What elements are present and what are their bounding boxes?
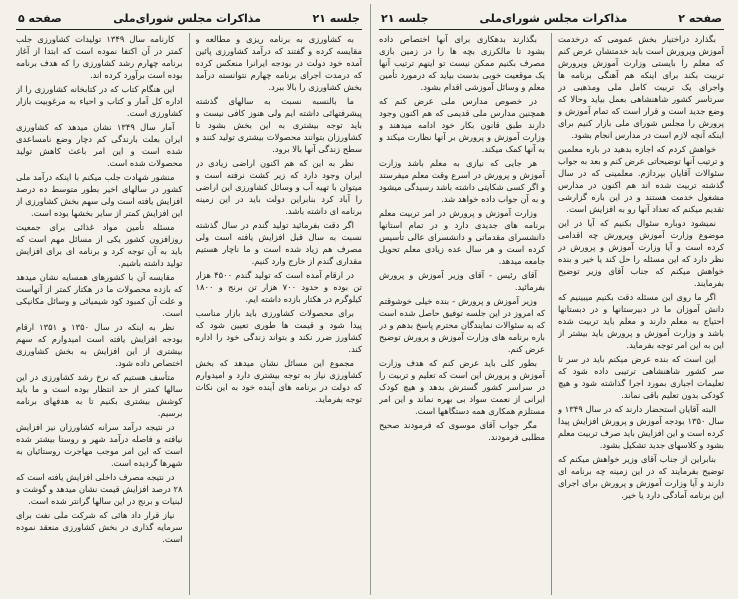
page-right [370,4,732,595]
paragraph: به کشاورزی به برنامه ریزی و مطالعه و مقایسه کرده و گفتند که درآمد کشاورزی پائین آمده خود دولت در بودجه ایرانرا منعکس کرده که درمدت اجرای برنامه چهارم نتوانسته درآمد بخش کشاورزی را بالا ببرد. [195,34,362,92]
paragraph: نمیشود دوباره سئوال بکنیم که آیا در این موضوع وزارت آموزش وپرورش چه اقدامی کرده است و آیا وزارت آموزش و پرورش در نظر دارد که این مسئله را حل کند یا خیر و بنده خواهش میکنم که جناب آقای وزیر توضیح بفرمایند. [558,218,724,288]
paragraph: برای محصولات کشاورزی باید بازار مناسب پیدا شود و قیمت ها طوری تعیین شود که کشاورز ضرر نکند و بتواند زندگی خود را اداره کند. [195,308,362,354]
paragraph: مسئله تأمین مواد غذائی برای جمعیت روزافزون کشور یکی از مسائل مهم است که باید به آن توجه کرد و برنامه ای برای افزایش تولید داشته باشیم. [16,222,183,268]
page-number: صفحه ۲ [678,11,722,25]
publication-title: مذاکرات مجلس شورای‌ملی [113,11,261,25]
paragraph: بنابراین از جناب آقای وزیر خواهش میکنم که توضیح بفرمایند که در این زمینه چه برنامه ای دارند و آیا وزارت آموزش و پرورش برای اجرای این برنامه آمادگی دارد یا خیر. [558,454,724,500]
paragraph: اگر دقت بفرمائید تولید گندم در سال گذشته نسبت به سال قبل افزایش یافته است ولی مصرف هم زیاد شده است و ما ناچار هستیم مقداری گندم از خارج وارد کنیم. [195,220,362,266]
paragraph: آمار سال ۱۳۴۹ نشان میدهد که کشاورزی ایران بعلت بارندگی کم دچار وضع نامساعدی شده است و این امر باعث کاهش تولید محصولات شده است. [16,122,183,168]
paragraph: مگر جواب آقای موسوی که فرمودند صحیح مطلبی فرمودند. [379,420,545,442]
text-column-left [379,33,545,595]
text-columns [379,33,724,595]
paragraph: هر جایی که نیازی به معلم باشد وزارت آموزش و پرورش در اسرع وقت معلم میفرستد و اگر کسی شکایتی داشته باشد رسیدگی میشود و به آن جواب داده خواهد شد. [379,158,545,204]
page-header [379,10,724,30]
paragraph: این هنگام کتاب که در کتابخانه کشاورزی را از اداره کل آمار و کتاب و احیاء به مرغوبیت بازار کشاورزی است. [16,84,183,118]
paragraph: در نتیجه مصرف داخلی افزایش یافته است که ۲۸ درصد افزایش قیمت نشان میدهد و گوشت و لبنیات و برنج در این سالها گرانتر شده است. [16,472,183,506]
text-column-right [558,33,724,595]
paragraph: متأسف هستیم که نرخ رشد کشاورزی در این سالها کمتر از حد انتظار بوده است و ما باید کوشش بیشتری بکنیم تا به هدفهای برنامه برسیم. [16,372,183,418]
paragraph: در نتیجه درآمد سرانه کشاورزان نیز افزایش نیافته و فاصله درآمد شهر و روستا بیشتر شده است که این امر موجب مهاجرت روستائیان به شهرها گردیده است. [16,422,183,468]
paragraph: نظر به اینکه در سال ۱۳۵۰ و ۱۳۵۱ ارقام بودجه افزایش یافته است امیدوارم که سهم بیشتری از این افزایش به بخش کشاورزی اختصاص داده شود. [16,322,183,368]
page-header [16,10,362,30]
paragraph: کارنامه سال ۱۳۴۹ تولیدات کشاورزی جلب کمتر در آن اکتفا نموده است که ابتدا از آغاز برنامه چهارم رشد کشاورزی را که هدف برنامه بوده است برآورد کرده اند. [16,34,183,80]
paragraph: نیاز قرار داد هائی که شرکت ملی نفت برای سرمایه گذاری در بخش کشاورزی منعقد نموده است. [16,510,183,544]
paragraph: بگذارد دراختیار بخش عمومی که درخدمت آموزش وپرورش است باید خدمتشان عرض کنم که معلم را بایستی وزارت آموزش وپرورش تربیت بکند برای اینکه هم آهنگی برنامه ها واجرای یک تربیت کامل ملی ومذهبی در سرتاسر کشور شاهنشاهی بعمل بیاید وحالا که وضع جدید است و قرار است که تمام آموزش و پرورش را مجلس شورای ملی بازار کنیم برای اینکه آنچه لازم است در مدارس انجام بشود. [558,34,724,140]
text-columns [16,33,362,595]
paragraph: اگر ما روی این مسئله دقت بکنیم میبینیم که دانش آموزان ما در دبیرستانها و در دبستانها احتیاج به معلم دارند و معلم باید تربیت شده باشد و وزارت آموزش و پرورش باید بیشتر از این به این امر توجه بفرماید. [558,292,724,350]
page-left [8,4,370,595]
paragraph: مقایسه آن با کشورهای همسایه نشان میدهد که بازده محصولات ما در هکتار کمتر از آنهاست و علت آن کمبود کود شیمیائی و وسائل مکانیکی است. [16,272,183,318]
session-number: جلسه ۲۱ [381,11,429,25]
paragraph: در ارقام آمده است که تولید گندم ۴۵۰۰ هزار تن بوده و حدود ۷۰۰ هزار تن برنج و ۱۸۰۰ کیلوگرم در هکتار بازده داشته ایم. [195,270,362,304]
paragraph: این است که بنده عرض میکنم باید در سر تا سر کشور شاهنشاهی ترتیبی داده شود که تعلیمات اجباری بمورد اجرا گذاشته شود و هیچ کودکی بدون تعلیم باقی نماند. [558,354,724,400]
paragraph: منشور شهادت جلب میکنم با اینکه درآمد ملی کشور در سالهای اخیر بطور متوسط ده درصد افزایش یافته است ولی سهم بخش کشاورزی از این افزایش کمتر از سایر بخشها بوده است. [16,172,183,218]
paragraph: ما بالنسبه نسبت به سالهای گذشته پیشرفتهائی داشته ایم ولی هنوز کافی نیست و باید توجه بیشتری به این بخش بشود تا کشاورزان بتوانند محصولات بیشتری تولید کنند و سطح زندگی آنها بالا برود. [195,96,362,154]
publication-title: مذاکرات مجلس شورای‌ملی [479,11,628,25]
paragraph: بگذارند بدهکاری برای آنها اختصاص داده بشود تا مالکرزی بچه ها را در زمین بازی مصرف بکنیم ممکن نیست تو اینهم ترتیب آنها یک موقعیت خوبی بدست بیاید که درمورد تأمین معلم و وسائل آموزشی اقدام بشود. [379,34,545,92]
paragraph: خواهش کردم که اجازه بدهید در باره معلمین و ترتیب آنها توضیحاتی عرض کنم و بعد به جواب سئوالات آقایان بپردازم. معلمینی که در سال گذشته تربیت شده اند هم اکنون در مدارس مشغول خدمت هستند و در این باره گزارشی تقدیم میکنم که تعداد آنها رو به افزایش است. [558,144,724,214]
text-column-left [16,33,183,595]
session-number: جلسه ۲۱ [312,11,360,25]
text-column-right [196,33,363,595]
paragraph: البته آقایان استحضار دارند که در سال ۱۳۴۹ و سال ۱۳۵۰ بودجه آموزش و پرورش افزایش پیدا کرده است و این افزایش باید صرف تربیت معلم بشود و کلاسهای جدید تشکیل بشود. [558,404,724,450]
paragraph: نظر به این که هم اکنون اراضی زیادی در ایران وجود دارد که زیر کشت نرفته است و میتوان با تهیه آب و وسائل کشاورزی این اراضی را آباد کرد بنابراین دولت باید در این زمینه برنامه ای داشته باشد. [195,158,362,216]
paragraph: مجموع این مسائل نشان میدهد که بخش کشاورزی نیاز به توجه بیشتری دارد و امیدوارم که دولت در برنامه های آینده خود به این نکات توجه بفرماید. [195,358,362,404]
column-divider [551,33,552,595]
paragraph: وزارت آموزش و پرورش در امر تربیت معلم برنامه های جدیدی دارد و در تمام استانها دانشسرای مقدماتی و دانشسرای عالی تأسیس کرده است و هر سال عده زیادی معلم تحویل جامعه میدهد. [379,208,545,266]
paragraph: آقای رئیس - آقای وزیر آموزش و پرورش بفرمائید. [379,270,545,292]
paragraph: در خصوص مدارس ملی عرض کنم که همچنین مدارس ملی قدیمی که هم اکنون وجود دارند طبق قانون بکار خود ادامه میدهند و وزارت آموزش و پرورش بر آنها نظارت میکند و به آنها کمک میکند. [379,96,545,154]
page-number: صفحه ۵ [18,11,62,25]
paragraph: بطور کلی باید عرض کنم که هدف وزارت آموزش و پرورش این است که تعلیم و تربیت را در سراسر کشور گسترش بدهد و هیچ کودک ایرانی از نعمت سواد بی بهره نماند و این امر مستلزم همکاری همه دستگاهها است. [379,358,545,416]
column-divider [189,33,190,595]
paragraph: وزیر آموزش و پرورش - بنده خیلی خوشوقتم که امروز در این جلسه توفیق حاصل شده است که به سئوالات نمایندگان محترم پاسخ بدهم و در باره برنامه های وزارت آموزش و پرورش توضیح عرض کنم. [379,296,545,354]
